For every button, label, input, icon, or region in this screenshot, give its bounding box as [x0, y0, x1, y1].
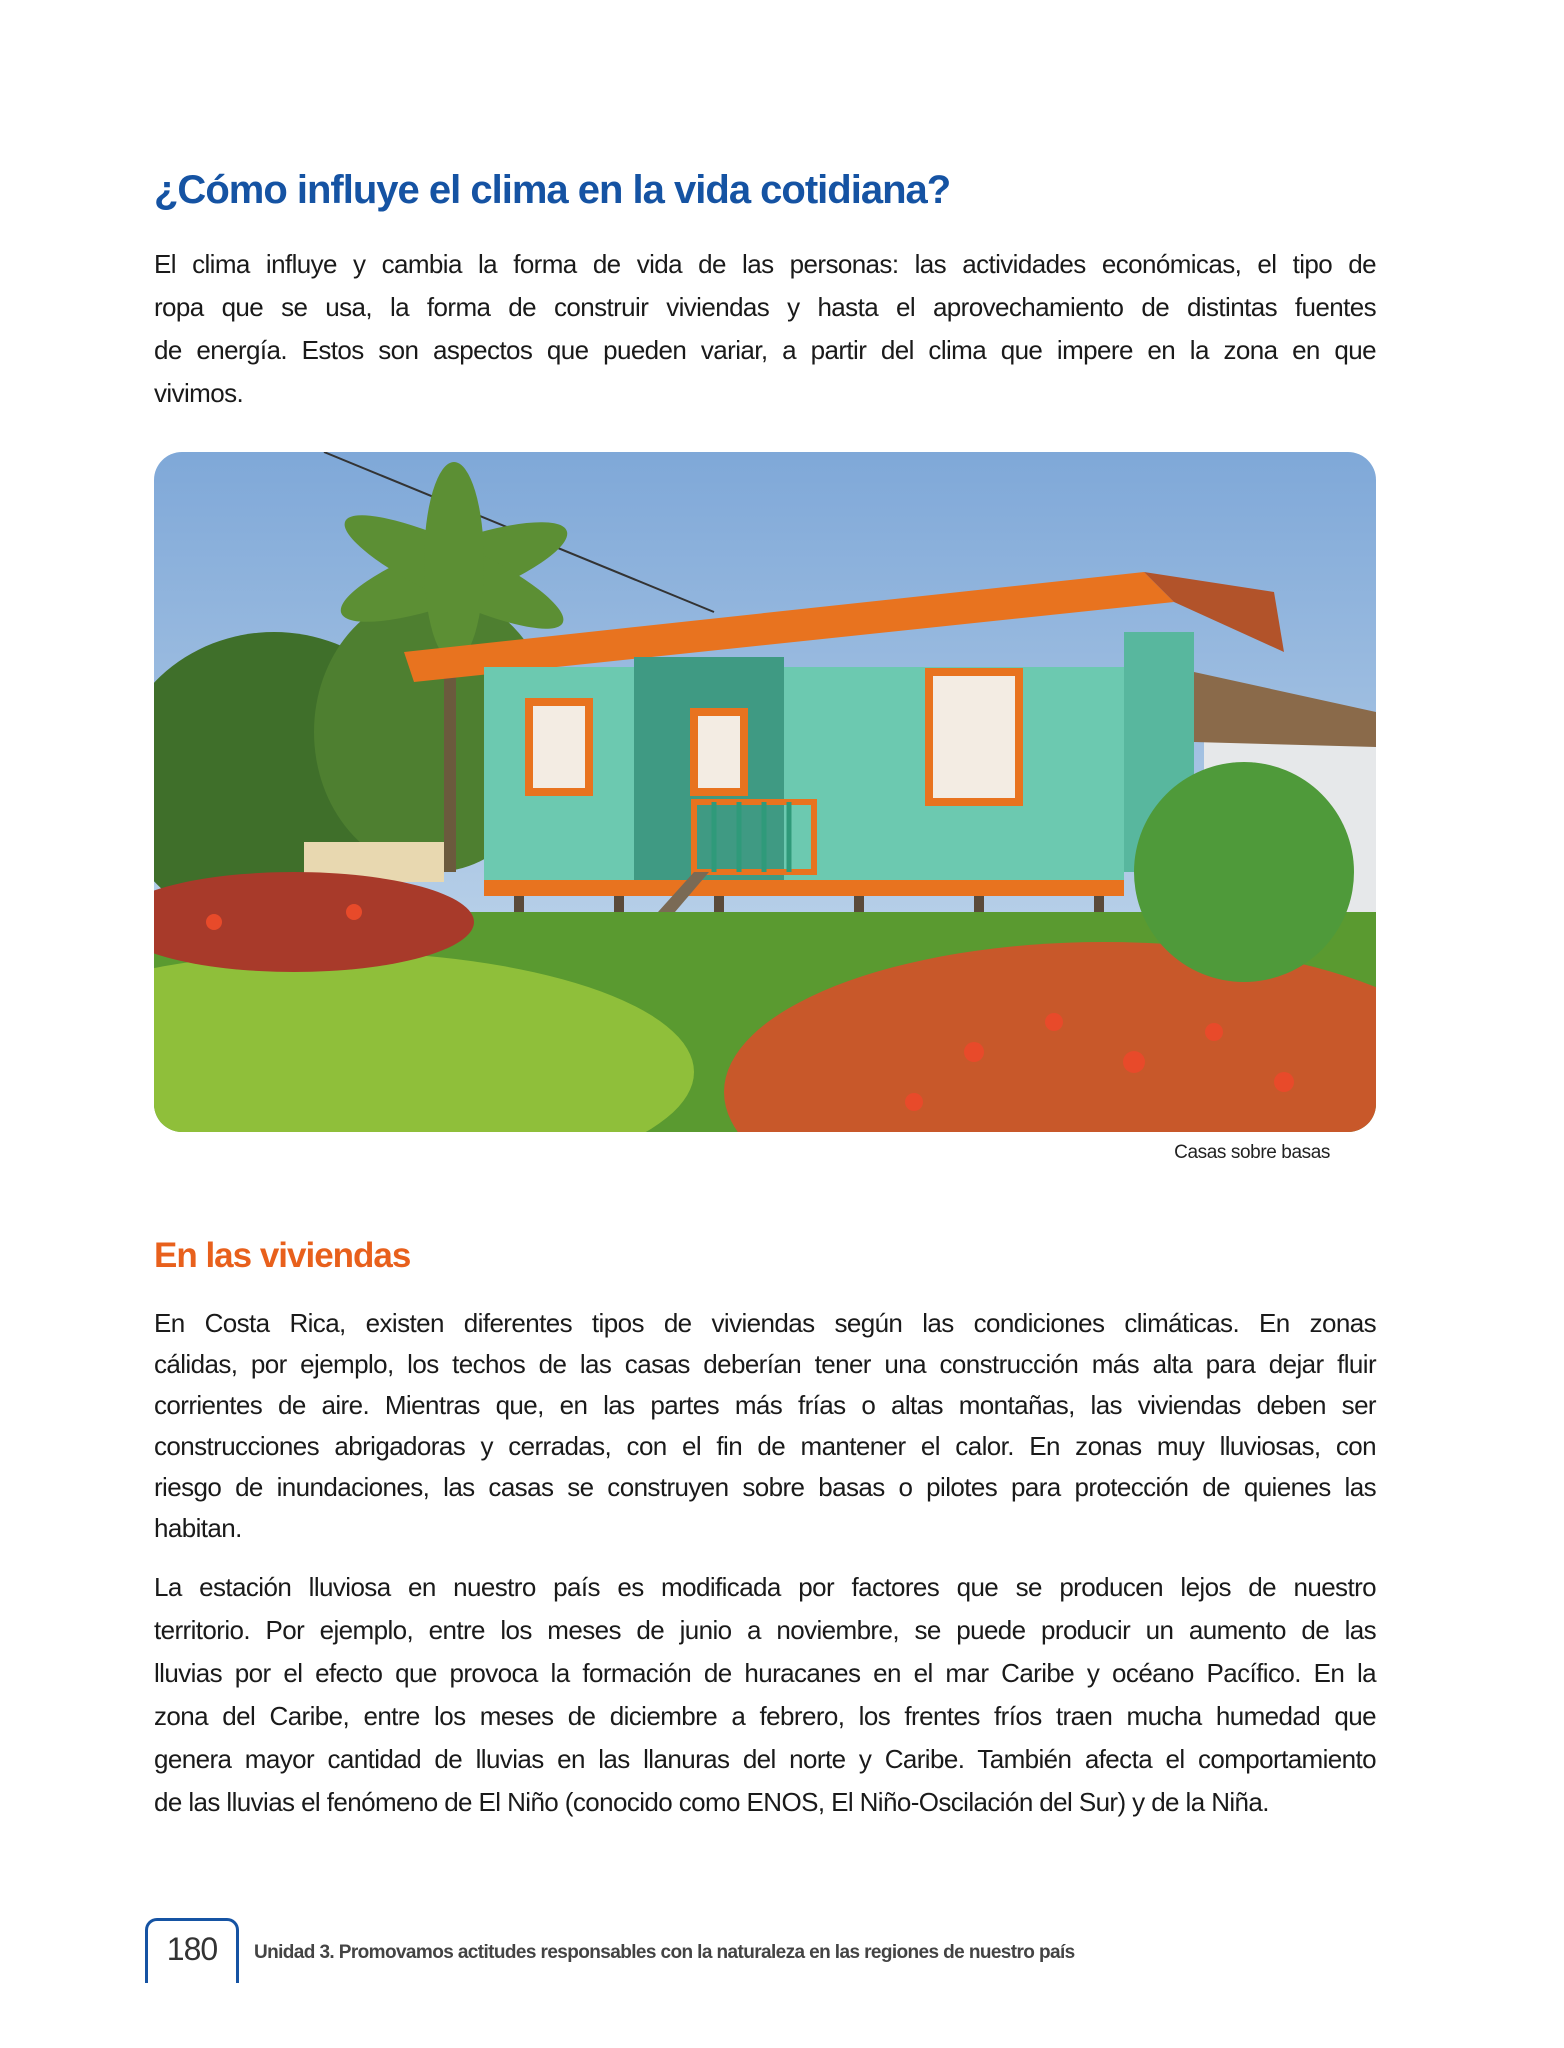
text-line: En Costa Rica, existen diferentes tipos de viviendas según las condiciones climáticas. En zonas [154, 1308, 1376, 1338]
text-line: corrientes de aire. Mientras que, en las partes más frías o altas montañas, las viviendas deben ser [154, 1390, 1376, 1420]
text-line: El clima influye y cambia la forma de vida de las personas: las actividades económicas, el tipo de [154, 249, 1376, 279]
page-number-box [145, 1918, 239, 1983]
section-paragraph-1 [154, 1303, 1376, 1549]
page-number: 180 [166, 1931, 218, 1967]
text-line: riesgo de inundaciones, las casas se construyen sobre basas o pilotes para protección de quienes las [154, 1472, 1376, 1502]
page-title: ¿Cómo influye el clima en la vida cotidiana? [154, 168, 951, 212]
text-line: de las lluvias el fenómeno de El Niño (conocido como ENOS, El Niño-Oscilación del Sur) y de la Niña. [154, 1787, 1269, 1817]
text-line: territorio. Por ejemplo, entre los meses de junio a noviembre, se puede producir un aumento de las [154, 1615, 1376, 1645]
text-line: ropa que se usa, la forma de construir viviendas y hasta el aprovechamiento de distintas fuentes [154, 292, 1376, 322]
text-line: cálidas, por ejemplo, los techos de las casas deberían tener una construcción más alta para dejar fluir [154, 1349, 1376, 1379]
footer-unit-title: Unidad 3. Promovamos actitudes responsables con la naturaleza en las regiones de nuestro país [254, 1942, 1075, 1963]
text-line: habitan. [154, 1513, 242, 1543]
text-line: lluvias por el efecto que provoca la formación de huracanes en el mar Caribe y océano Pacífico. En la [154, 1658, 1376, 1688]
text-line: genera mayor cantidad de lluvias en las llanuras del norte y Caribe. También afecta el comportamiento [154, 1744, 1376, 1774]
intro-paragraph [154, 243, 1376, 415]
photo-caption: Casas sobre basas [1174, 1142, 1330, 1163]
text-line: de energía. Estos son aspectos que pueden variar, a partir del clima que impere en la zona en que [154, 335, 1376, 365]
section-title: En las viviendas [154, 1236, 411, 1275]
text-line: vivimos. [154, 378, 244, 408]
text-line: construcciones abrigadoras y cerradas, con el fin de mantener el calor. En zonas muy lluviosas, con [154, 1431, 1376, 1461]
text-line: zona del Caribe, entre los meses de diciembre a febrero, los frentes fríos traen mucha humedad que [154, 1701, 1376, 1731]
section-paragraph-2 [154, 1566, 1376, 1824]
text-line: La estación lluviosa en nuestro país es modificada por factores que se producen lejos de nuestro [154, 1572, 1376, 1602]
photo-houses-on-stilts [154, 452, 1376, 1132]
